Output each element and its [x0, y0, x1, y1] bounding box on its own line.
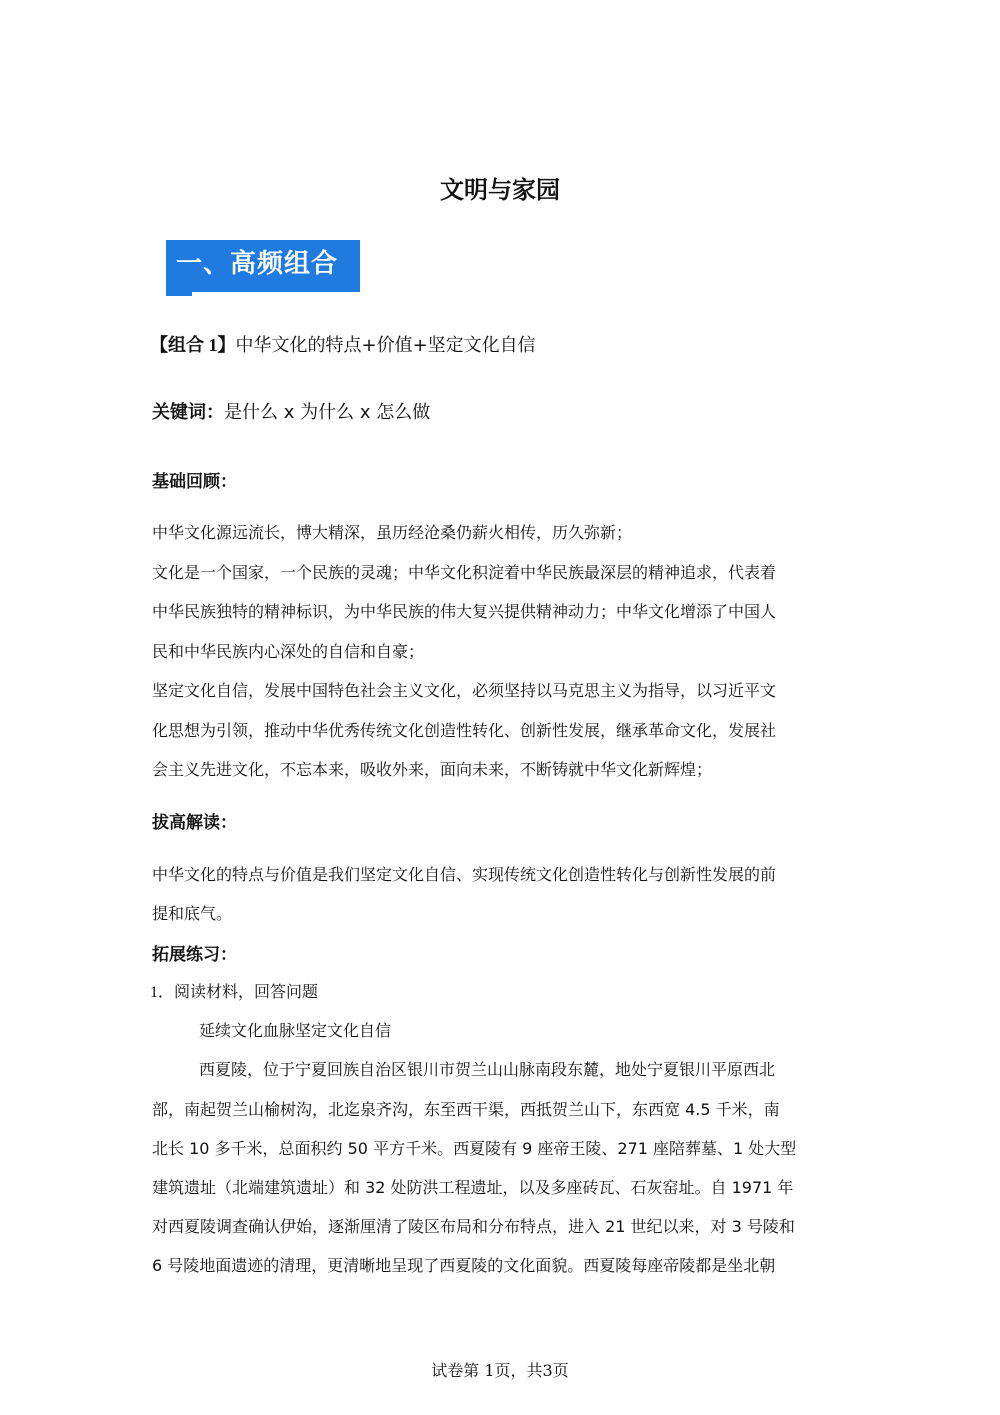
combo-text: 中华文化的特点+价值+坚定文化自信	[235, 335, 536, 356]
material-line: 西夏陵，位于宁夏回族自治区银川市贺兰山山脉南段东麓，地处宁夏银川平原西北	[199, 1060, 776, 1079]
keywords-text: 是什么 x 为什么 x 怎么做	[224, 402, 431, 423]
banner-tab-decoration	[166, 288, 192, 296]
section-banner	[166, 240, 360, 292]
material-line: 部，南起贺兰山榆树沟，北迄泉齐沟，东至西干渠，西抵贺兰山下，东西宽 4.5 千米，南	[152, 1100, 780, 1119]
keywords-line	[152, 398, 430, 424]
section-banner-text: 一、高频组合	[176, 249, 339, 279]
advanced-line: 中华文化的特点与价值是我们坚定文化自信、实现传统文化创造性转化与创新性发展的前	[152, 865, 777, 884]
material-title: 延续文化血脉坚定文化自信	[199, 1021, 392, 1040]
question-text: 阅读材料，回答问题	[174, 982, 319, 1001]
document-title: 文明与家园	[440, 176, 560, 204]
combo-label: 【组合 1】	[150, 335, 236, 355]
advanced-heading: 拔高解读：	[152, 813, 237, 833]
basic-review-line: 中华文化源远流长，博大精深，虽历经沧桑仍薪火相传，历久弥新；	[152, 523, 633, 542]
page-footer: 试卷第 1页，共3页	[431, 1361, 569, 1380]
material-line: 对西夏陵调查确认伊始，逐渐厘清了陵区布局和分布特点，进入 21 世纪以来，对 3 号陵和	[152, 1217, 795, 1236]
advanced-line: 提和底气。	[152, 904, 233, 923]
basic-review-heading: 基础回顾：	[152, 472, 237, 492]
basic-review-line: 化思想为引领，推动中华优秀传统文化创造性转化、创新性发展，继承革命文化，发展社	[152, 721, 777, 740]
basic-review-line: 会主义先进文化，不忘本来，吸收外来，面向未来，不断铸就中华文化新辉煌；	[152, 760, 713, 779]
material-line: 建筑遗址（北端建筑遗址）和 32 处防洪工程遗址，以及多座砖瓦、石灰窑址。自 1971 年	[152, 1178, 794, 1197]
basic-review-line: 坚定文化自信，发展中国特色社会主义文化，必须坚持以马克思主义为指导，以习近平文	[152, 681, 777, 700]
question-number: 1．	[150, 984, 175, 1001]
basic-review-line: 文化是一个国家，一个民族的灵魂；中华文化积淀着中华民族最深层的精神追求，代表着	[152, 563, 777, 582]
practice-heading: 拓展练习：	[152, 945, 237, 965]
combo-heading	[150, 331, 536, 357]
question-1	[150, 979, 318, 1002]
basic-review-line: 中华民族独特的精神标识，为中华民族的伟大复兴提供精神动力；中华文化增添了中国人	[152, 602, 777, 621]
material-line: 6 号陵地面遗迹的清理，更清晰地呈现了西夏陵的文化面貌。西夏陵每座帝陵都是坐北朝	[152, 1256, 776, 1275]
keywords-label: 关键词：	[152, 402, 224, 423]
material-line: 北长 10 多千米，总面积约 50 平方千米。西夏陵有 9 座帝王陵、271 座陪葬墓、1 处大型	[152, 1139, 797, 1158]
basic-review-line: 民和中华民族内心深处的自信和自豪；	[152, 642, 425, 661]
